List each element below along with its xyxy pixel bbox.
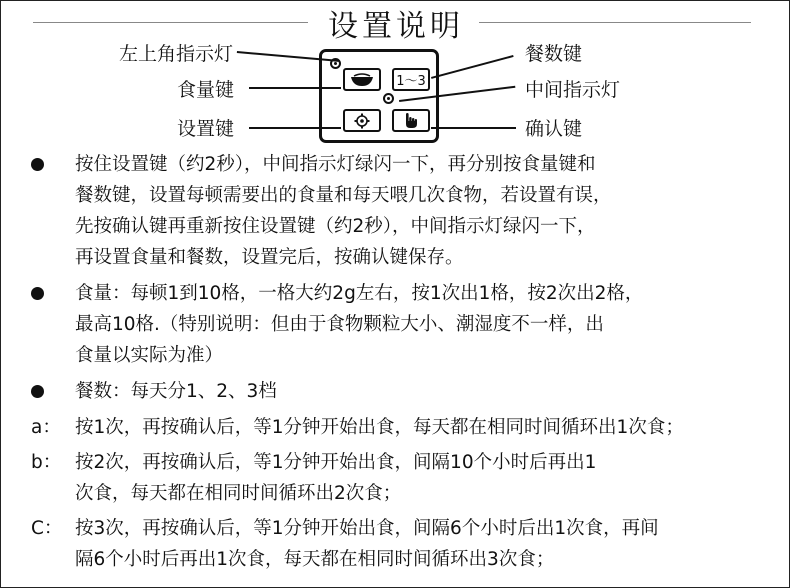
- leader-meals-key: [431, 55, 514, 79]
- text-line: 按2次，再按确认后，等1分钟开始出食，间隔10个小时后再出1: [75, 452, 597, 473]
- text-line: 餐数：每天分1、2、3档: [75, 381, 277, 402]
- bullet-dot: [31, 385, 44, 398]
- text-line: 再设置食量和餐数，设置完后，按确认键保存。: [75, 247, 464, 268]
- text-line: 隔6个小时后再出1次食，每天都在相同时间循环出3次食；: [75, 549, 555, 570]
- text-line: 按3次，再按确认后，等1分钟开始出食，间隔6个小时后出1次食，再间: [75, 518, 659, 539]
- bowl-icon: [349, 72, 375, 87]
- label-meals-key: 餐数键: [525, 43, 583, 65]
- text-line: 食量：每顿1到10格，一格大约2g左右，按1次出1格，按2次出2格，: [75, 283, 644, 304]
- option-mark: a：: [31, 417, 61, 438]
- text-line: 次食，每天都在相同时间循环出2次食；: [75, 483, 402, 504]
- instructions: [31, 149, 761, 579]
- meals-button[interactable]: [392, 68, 430, 91]
- text-line: 最高10格.（特别说明：但由于食物颗粒大小、潮湿度不一样，出: [75, 314, 604, 335]
- bullet-setting-procedure: [31, 149, 761, 273]
- portion-button[interactable]: [343, 68, 381, 91]
- label-setting-key: 设置键: [177, 118, 235, 140]
- setting-button[interactable]: [343, 109, 381, 132]
- bullet-portion: [31, 278, 761, 371]
- bullet-meals: [31, 376, 761, 407]
- option-mark: C：: [31, 518, 63, 539]
- confirm-button[interactable]: [392, 109, 430, 132]
- hand-icon: [403, 112, 419, 129]
- text-line: 餐数键，设置每顿需要出的食量和每天喂几次食物，若设置有误，: [75, 185, 612, 206]
- leader-portion-key: [249, 87, 341, 89]
- text-line: 按住设置键（约2秒），中间指示灯绿闪一下，再分别按食量键和: [75, 154, 596, 175]
- option-a: [31, 412, 761, 443]
- meals-button-label: 1～3: [396, 74, 426, 89]
- text-line: 食量以实际为准）: [75, 345, 224, 366]
- leader-setting-key: [249, 127, 341, 129]
- page-title: 设置说明: [328, 9, 464, 44]
- leader-confirm-key: [431, 127, 516, 129]
- bullet-dot: [31, 158, 44, 171]
- label-portion-key: 食量键: [177, 79, 235, 101]
- bullet-dot: [31, 287, 44, 300]
- label-middle-indicator: 中间指示灯: [525, 79, 621, 101]
- label-top-left-indicator: 左上角指示灯: [119, 43, 234, 65]
- option-mark: b：: [31, 452, 62, 473]
- label-confirm-key: 确认键: [525, 118, 583, 140]
- option-b: [31, 447, 761, 509]
- gear-icon: [354, 113, 370, 129]
- middle-indicator-light: [383, 93, 394, 104]
- text-line: 先按确认键再重新按住设置键（约2秒），中间指示灯绿闪一下，: [75, 216, 596, 237]
- text-line: 按1次，再按确认后，等1分钟开始出食，每天都在相同时间循环出1次食；: [75, 417, 684, 438]
- option-c: [31, 513, 761, 575]
